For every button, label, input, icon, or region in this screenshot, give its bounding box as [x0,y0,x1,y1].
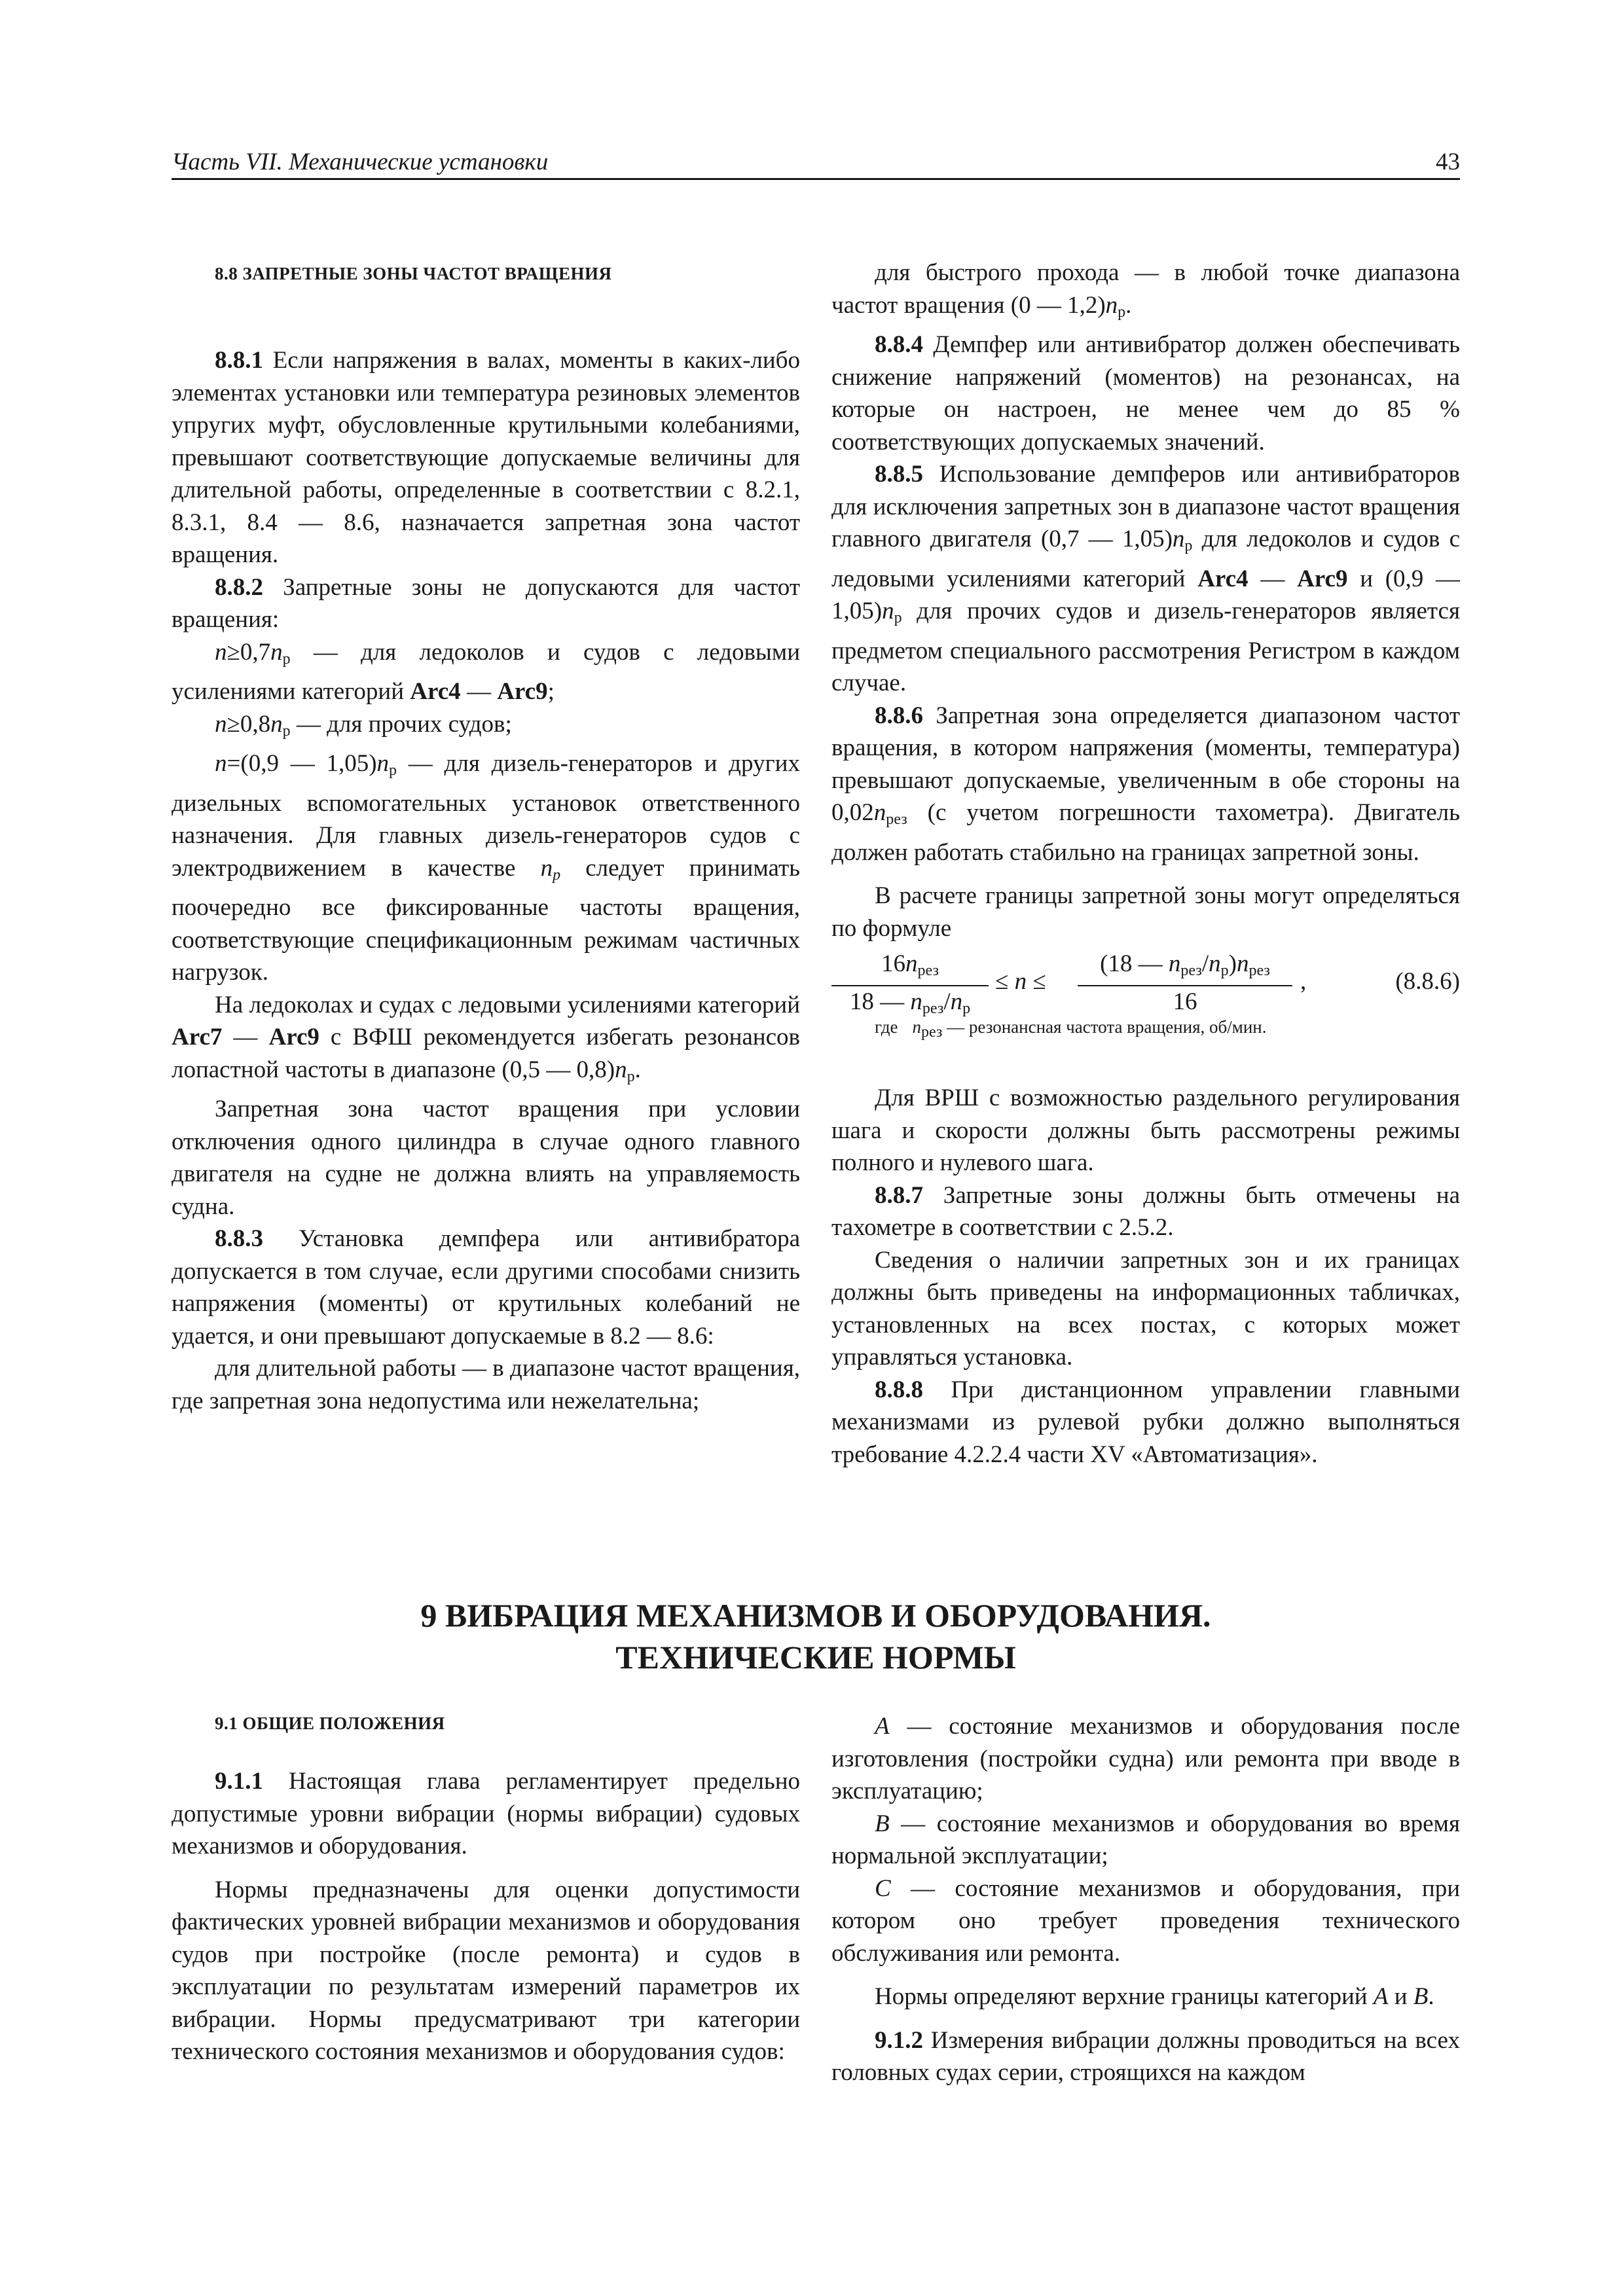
paragraph-ice-propeller: На ледоколах и судах с ледовыми усилениями категорий Arc7 — Arc9 с ВФШ рекомендуется избегать резонансов лопастной частоты в диапазоне (0,5 — $0,8)n_р$. [172,991,801,1085]
paragraph-8-8-1: 8.8.1 Если напряжения в валах, моменты в каких-либо элементах установки или температура резиновых элементов упругих муфт, обусловленные крутильными колебаниями, превышают соответствующие допускаемые величины для длительной работы, определенные в соответствии с 8.2.1, 8.3.1, 8.4 — 8.6, назначается запретная зона частот вращения. [172,347,800,568]
running-title: Часть VII. Механические установки [172,149,549,175]
formula-inequality: ≤ n ≤ [995,968,1046,995]
category-c: C — состояние механизмов и оборудования, при котором оно требует проведения технического обслуживания или ремонта. [831,1874,1460,1967]
paragraph-long-operation: для длительной работы — в диапазоне частот вращения, где запретная зона недопустима или нежелательна; [172,1355,800,1414]
paragraph-category-limits: Нормы определяют верхние границы категорий A и B. [875,1983,1434,2010]
paragraph-info-plates: Сведения о наличии запретных зон и их границах должны быть приведены на информационных табличках, установленных на всех постах, с которых может управляться установка. [831,1246,1460,1371]
list-item-diesel-generators: n=(0,9 — $1,05)n_р$ — для дизель-генераторов и других дизельных вспомогательных установок ответственного назначения. Для главных дизель-генераторов судов с электродвижением в качестве $n_р$ следует принимать поочередно все фиксированные частоты вращения, соответствующие спецификационным режимам частичных нагрузок. [172,750,800,986]
section-title-8-8: 8.8 ЗАПРЕТНЫЕ ЗОНЫ ЧАСТОТ ВРАЩЕНИЯ [215,264,612,283]
section-title-9-1: 9.1 ОБЩИЕ ПОЛОЖЕНИЯ [215,1713,445,1733]
paragraph-8-8-8: 8.8.8 При дистанционном управлении главными механизмами из рулевой рубки должно выполняться требование 4.2.2.4 части XV «Автоматизация». [831,1376,1460,1468]
paragraph-cylinder-off: Запретная зона частот вращения при условии отключения одного цилиндра в случае одного главного двигателя на судне не должна влиять на управляемость судна. [172,1096,800,1220]
column-left-top [172,260,800,1417]
formula-right-fraction: (18 — $n_{рез}/n_р)n_{рез}$ 16 [1078,950,1292,1018]
paragraph-8-8-4: 8.8.4 Демпфер или антивибратор должен обеспечивать снижение напряжений (моментов) на резонансах, на которые он настроен, не менее чем до 85 % соответствующих допускаемых значений. [831,331,1460,456]
category-a: A — состояние механизмов и оборудования после изготовления (постройки судна) или ремонта при вводе в эксплуатацию; [831,1713,1460,1804]
running-header [172,145,1460,180]
category-b: B — состояние механизмов и оборудования во время нормальной эксплуатации; [831,1810,1460,1869]
paragraph-9-1-2: 9.1.2 Измерения вибрации должны проводиться на всех головных судах серии, строящихся на каждом [831,2026,1460,2086]
column-right-bottom [831,1710,1460,2089]
paragraph-formula-intro: В расчете границы запретной зоны могут определяться по формуле [831,882,1460,942]
formula-left-fraction: $16n_{рез}$ 18 — $n_{рез}/n_р$ [831,950,989,1024]
chapter-9-title: 9 ВИБРАЦИЯ МЕХАНИЗМОВ И ОБОРУДОВАНИЯ. ТЕХНИЧЕСКИЕ НОРМЫ [420,1597,1211,1676]
list-item-other-ships: $n\ge 0,8n_р$ — для прочих судов; [215,710,512,740]
paragraph-8-8-2: 8.8.2 Запретные зоны не допускаются для частот вращения: [172,573,800,633]
column-left-bottom [172,1710,800,2068]
paragraph-vrsh: Для ВРШ с возможностью раздельного регулирования шага и скорости должны быть рассмотрены режимы полного и нулевого шага. [831,1085,1460,1176]
column-right-top [831,257,1460,1471]
paragraph-norms-purpose: Нормы предназначены для оценки допустимости фактических уровней вибрации механизмов и оборудования судов при постройке (после ремонта) и судов в эксплуатации по результатам измерений параметров их вибрации. Нормы предусматривают три категории технического состояния механизмов и оборудования судов: [172,1876,800,2065]
paragraph-9-1-1: 9.1.1 Настоящая глава регламентирует предельно допустимые уровни вибрации (нормы вибрации) судовых механизмов и оборудования. [172,1768,800,1859]
paragraph-8-8-6: 8.8.6 Запретная зона определяется диапазоном частот вращения, в котором напряжения (моменты, температура) превышают допускаемые, увеличенным в обе стороны на $0,02n_{рез}$ (с учетом погрешности тахометра). Двигатель должен работать стабильно на границах запретной зоны. [831,702,1460,866]
paragraph-8-8-7: 8.8.7 Запретные зоны должны быть отмечены на тахометре в соответствии с 2.5.2. [831,1181,1460,1241]
page-number: 43 [1436,149,1460,175]
paragraph-8-8-5: 8.8.5 Использование демпферов или антивибраторов для исключения запретных зон в диапазоне частот вращения главного двигателя (0,7 — $1,05)n_р$ для ледоколов и судов с ледовыми усилениями категорий Arc4 — Arc9 и (0,9 — $1,05)n_р$ для прочих судов и дизель-генераторов является предметом специального рассмотрения Регистром в каждом случае. [831,461,1461,696]
list-item-icebreakers: $n\ge 0,7n_р$ — для ледоколов и судов с ледовыми усилениями категорий Arc4 — Arc9; [172,638,800,705]
formula-8-8-6: $16n_{рез}$ 18 — $n_{рез}/n_р$ ≤ n ≤ (18 — $n_{рез}/n_р)n_{рез}$ 16 , (8.8.6) [831,950,1460,1014]
formula-legend: где $n_{рез}$ — резонансная частота вращения, об/мин. [875,1017,1267,1041]
paragraph-fast-pass: для быстрого прохода — в любой точке диапазона частот вращения (0 — $1,2)n_р$. [831,259,1460,321]
paragraph-8-8-3: 8.8.3 Установка демпфера или антивибратора допускается в том случае, если другими способами снизить напряжения (моменты) от крутильных колебаний не удается, и они превышают допускаемые в 8.2 — 8.6: [172,1225,800,1350]
formula-number: (8.8.6) [1395,968,1460,995]
